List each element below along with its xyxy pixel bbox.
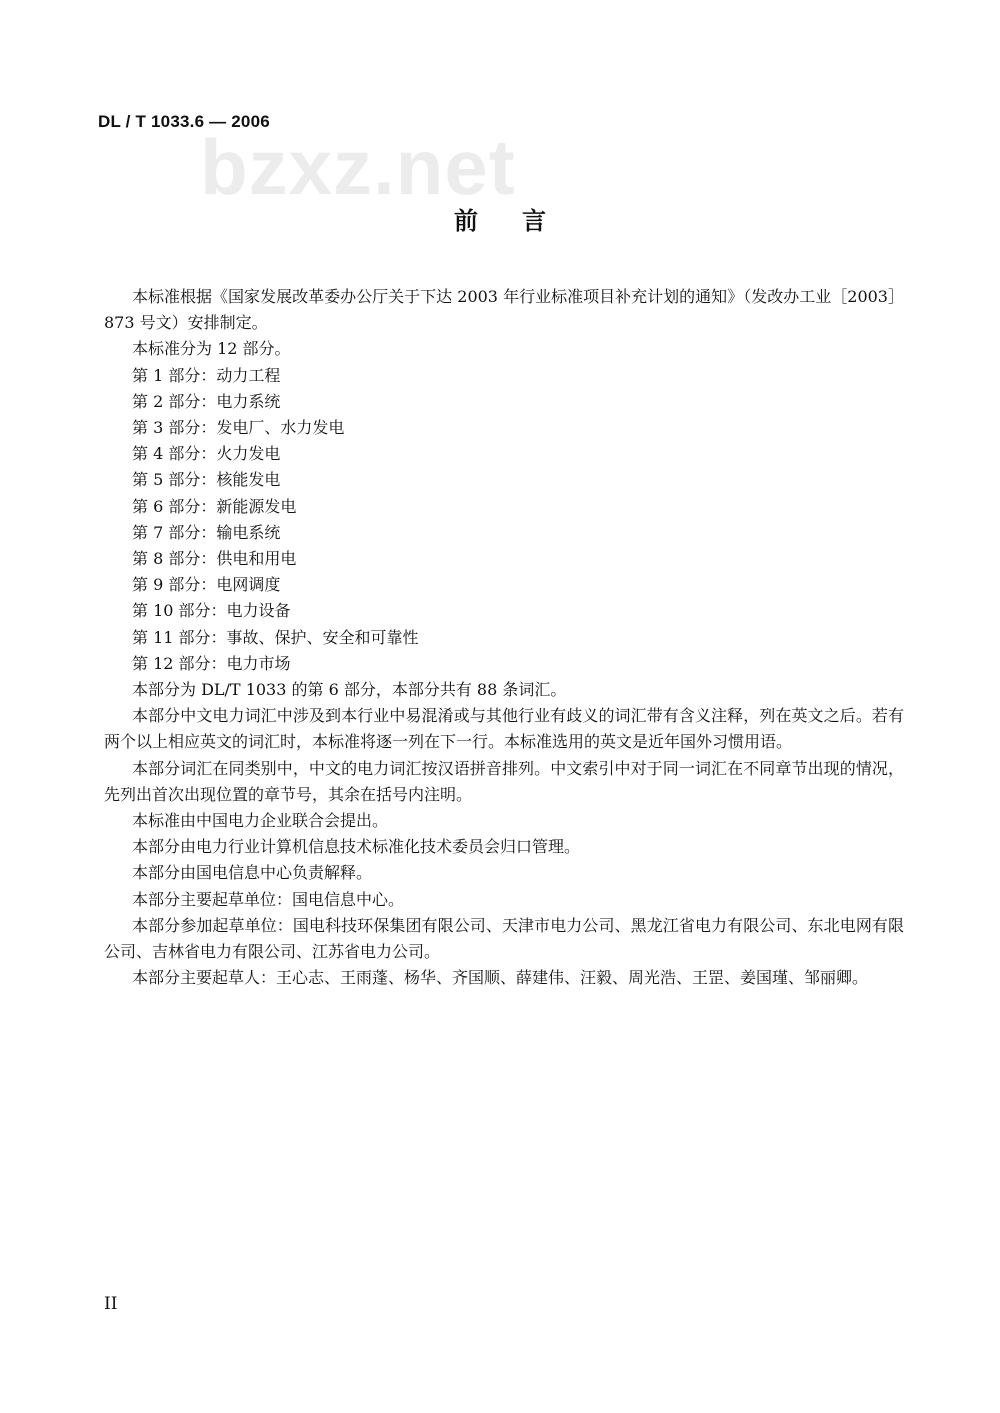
- page-number: II: [104, 1294, 118, 1314]
- standard-code: DL / T 1033.6 — 2006: [98, 112, 270, 131]
- paragraph-participating-drafters: 本部分参加起草单位：国电科技环保集团有限公司、天津市电力公司、黑龙江省电力有限公司、东北电网有限公司、吉林省电力有限公司、江苏省电力公司。: [104, 915, 904, 962]
- part-list-item: 第 7 部分：输电系统: [132, 522, 281, 542]
- part-list-item: 第 9 部分：电网调度: [132, 575, 281, 595]
- paragraph-drafters: 本部分主要起草人：王心志、王雨蓬、杨华、齐国顺、薛建伟、汪毅、周光浩、王罡、姜国瑾、邹丽卿。: [132, 968, 869, 988]
- part-list-item: 第 1 部分：动力工程: [132, 365, 281, 385]
- part-list-item: 第 2 部分：电力系统: [132, 391, 281, 411]
- part-list-item: 第 12 部分：电力市场: [132, 653, 291, 673]
- paragraph-proposer: 本标准由中国电力企业联合会提出。: [132, 811, 389, 831]
- paragraph-parts-count: 本标准分为 12 部分。: [132, 339, 291, 359]
- paragraph-interpretation: 本部分由国电信息中心负责解释。: [132, 863, 373, 883]
- paragraph-management: 本部分由电力行业计算机信息技术标准化技术委员会归口管理。: [132, 837, 581, 857]
- part-list-item: 第 4 部分：火力发电: [132, 444, 281, 464]
- document-body: [104, 284, 904, 991]
- part-list-item: 第 3 部分：发电厂、水力发电: [132, 418, 345, 438]
- part-list-item: 第 10 部分：电力设备: [132, 601, 291, 621]
- part-list-item: 第 5 部分：核能发电: [132, 470, 281, 490]
- page-title: 前言: [454, 206, 590, 235]
- watermark: bzxz.net: [200, 123, 516, 211]
- paragraph-ordering: 本部分词汇在同类别中，中文的电力词汇按汉语拼音排列。中文索引中对于同一词汇在不同章节出现的情况，先列出首次出现位置的章节号，其余在括号内注明。: [104, 758, 904, 804]
- part-list-item: 第 6 部分：新能源发电: [132, 496, 297, 516]
- paragraph-main-drafter: 本部分主要起草单位：国电信息中心。: [132, 889, 405, 909]
- paragraph-annotation: 本部分中文电力词汇中涉及到本行业中易混淆或与其他行业有歧义的词汇带有含义注释，列在英文之后。若有两个以上相应英文的词汇时，本标准将逐一列在下一行。本标准选用的英文是近年国外习惯用语。: [104, 706, 904, 752]
- paragraph-scope: 本部分为 DL/T 1033 的第 6 部分，本部分共有 88 条词汇。: [132, 680, 567, 700]
- part-list-item: 第 11 部分：事故、保护、安全和可靠性: [132, 627, 419, 647]
- paragraph-basis: 本标准根据《国家发展改革委办公厅关于下达 2003 年行业标准项目补充计划的通知》（发改办工业［2003］873 号文）安排制定。: [104, 287, 904, 333]
- part-list-item: 第 8 部分：供电和用电: [132, 549, 297, 569]
